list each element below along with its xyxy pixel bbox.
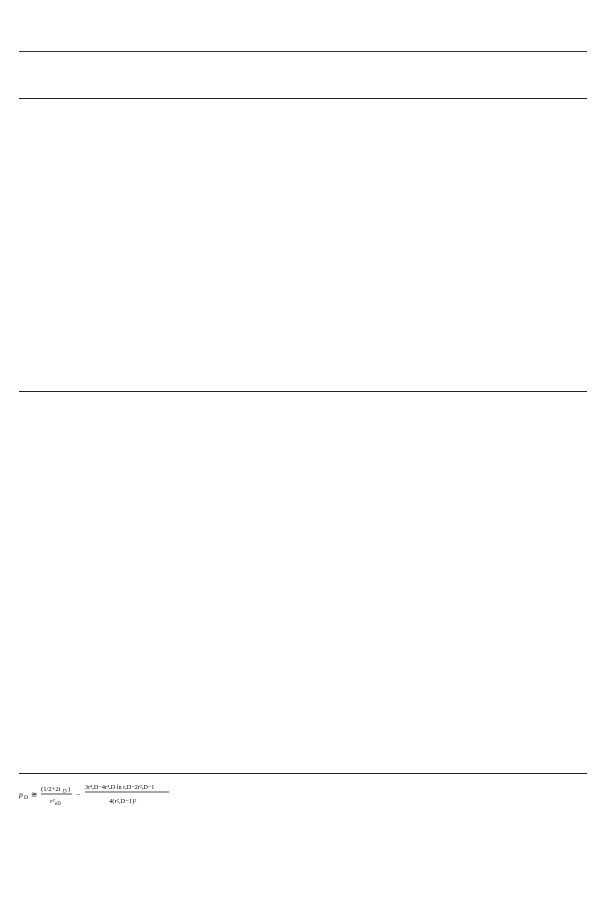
svg-text:≅: ≅ [31, 790, 38, 799]
table-mid-rule [19, 391, 587, 392]
svg-text:(1/2+2t: (1/2+2t [41, 786, 61, 793]
table-caption [19, 73, 584, 89]
svg-text:−: − [76, 790, 81, 799]
svg-text:D: D [24, 795, 28, 801]
table-top-section [19, 100, 587, 390]
table-notes [19, 780, 579, 808]
svg-text:D: D [63, 789, 67, 795]
svg-text:eD: eD [55, 802, 61, 807]
table-bottom-section [19, 394, 587, 774]
svg-text:p: p [19, 790, 23, 799]
table-top-rule [19, 98, 587, 99]
svg-text:4(r²ₑD−1)²: 4(r²ₑD−1)² [109, 798, 137, 805]
svg-text:): ) [68, 786, 71, 793]
svg-text:r²: r² [50, 798, 55, 805]
header-rule [19, 51, 587, 52]
table-bottom-rule [19, 773, 587, 774]
svg-text:3r⁴ₑD−4r⁴ₑD ln rₑD−2r²ₑD−1: 3r⁴ₑD−4r⁴ₑD ln rₑD−2r²ₑD−1 [85, 784, 155, 791]
late-time-formula [19, 780, 219, 808]
